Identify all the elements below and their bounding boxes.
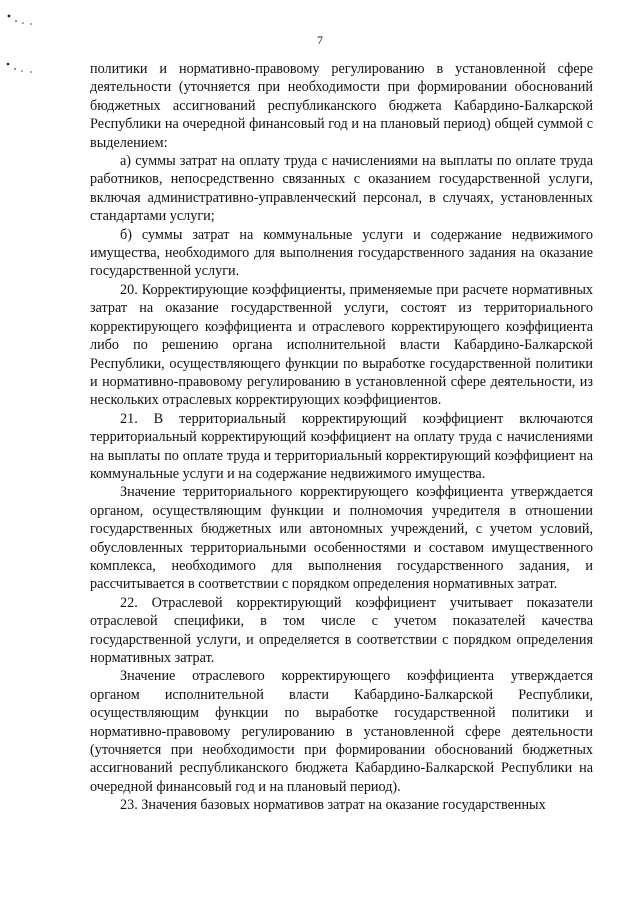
paragraph-sector-value: Значение отраслевого корректирующего коэффициента утверждается органом исполнительной власти Кабардино-Балкарской Республики, осуществляющим функции по выработке государственной политики и нормативно-правовому регулированию в установленной сфере деятельности (уточняется при необходимости при формировании обоснований бюджетных ассигнований республиканского бюджета Кабардино-Балкарской Республики на очередной финансовый год и на плановый период). bbox=[90, 668, 593, 795]
paragraph-continuation: политики и нормативно-правовому регулированию в установленной сфере деятельности (уточняется при необходимости при формировании обоснований бюджетных ассигнований республиканского бюджета Кабардино-Балкарской Республики на очередной финансовый год и на плановый период) общей суммой с выделением: bbox=[90, 61, 593, 151]
paragraph-20: 20. Корректирующие коэффициенты, применяемые при расчете нормативных затрат на оказание государственной услуги, состоят из территориального корректирующего коэффициента и отраслевого корректирующего коэффициента либо по решению органа исполнительной власти Кабардино-Балкарской Республики, осуществляющего функции по выработке государственной политики и нормативно-правовому регулированию в установленной сфере деятельности, из нескольких отраслевых корректирующих коэффициентов. bbox=[90, 281, 593, 409]
paragraph-21: 21. В территориальный корректирующий коэффициент включаются территориальный корректирующий коэффициент на оплату труда с начислениями на выплаты по оплате труда и территориальный корректирующий коэффициент на коммунальные услуги и на содержание недвижимого имущества. bbox=[90, 410, 593, 482]
paragraph-item-a: а) суммы затрат на оплату труда с начислениями на выплаты по оплате труда работников, непосредственно связанных с оказанием государственной услуги, включая административно-управленческий персонал, в случаях, установленных стандартами услуги; bbox=[90, 153, 593, 225]
paragraph-22: 22. Отраслевой корректирующий коэффициент учитывает показатели отраслевой специфики, в том числе с учетом показателей качества государственной услуги, и определяется в соответствии с порядком определения нормативных затрат. bbox=[90, 594, 593, 666]
paragraph-territorial-value: Значение территориального корректирующего коэффициента утверждается органом, осуществляющим функции и полномочия учредителя в отношении государственных бюджетных или автономных учреждений, с учетом условий, обусловленных территориальными особенностями и составом имущественного комплекса, необходимого для выполнения государственного задания, и рассчитывается в соответствии с порядком определения нормативных затрат. bbox=[90, 484, 593, 593]
page-number: 7 bbox=[317, 33, 323, 47]
document-body bbox=[90, 60, 593, 815]
paragraph-item-b: б) суммы затрат на коммунальные услуги и содержание недвижимого имущества, необходимого для выполнения государственного задания на оказание государственной услуги. bbox=[90, 226, 593, 280]
paragraph-23: 23. Значения базовых нормативов затрат на оказание государственных bbox=[120, 797, 546, 814]
